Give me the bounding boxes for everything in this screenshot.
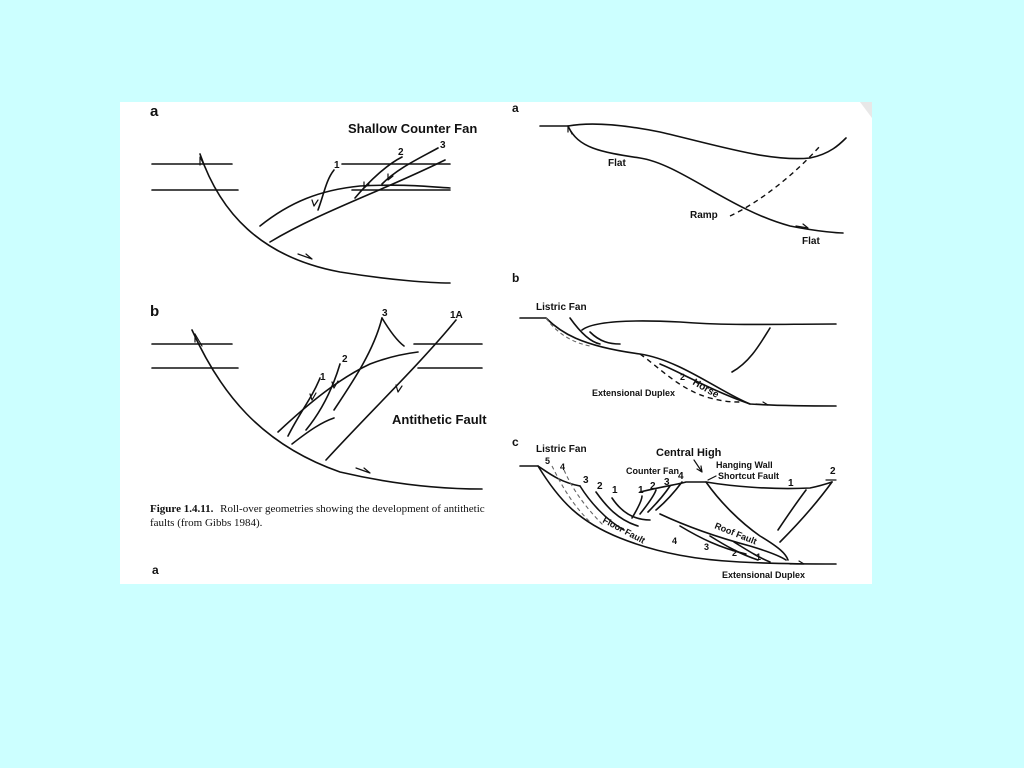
- roof-fault-label: Roof Fault: [713, 520, 759, 547]
- counter-number: 3: [664, 477, 670, 488]
- fan-number: 3: [583, 475, 589, 486]
- fault-tip: [382, 318, 404, 346]
- shortcut-fault-label: Shortcut Fault: [718, 471, 779, 481]
- antithetic-fault: [270, 160, 445, 242]
- fault-number: 2: [342, 354, 348, 365]
- counter-fault: [632, 496, 642, 518]
- slip-arrow: [396, 385, 402, 392]
- figure-sheet: [120, 102, 872, 584]
- fault-number: 3: [440, 140, 446, 151]
- extensional-duplex-label: Extensional Duplex: [722, 570, 806, 580]
- slip-arrow: [756, 402, 768, 405]
- floor-fault-label: Floor Fault: [601, 514, 647, 546]
- footer-letter: a: [152, 563, 159, 577]
- horse-label: Horse: [690, 377, 721, 401]
- antithetic-fault-2: [355, 157, 402, 198]
- roof-fault: [660, 514, 786, 560]
- left-panel-a: [150, 103, 477, 283]
- listric-fault: [200, 154, 450, 283]
- antithetic-fault-1a: [326, 320, 456, 460]
- duplex-number: 1: [756, 552, 762, 562]
- right-number: 1: [788, 478, 794, 489]
- page-corner: [860, 102, 872, 118]
- left-a-letter: a: [150, 103, 159, 120]
- caption-line-2: faults (from Gibbs 1984).: [150, 517, 263, 529]
- extensional-duplex-label: Extensional Duplex: [592, 388, 676, 398]
- fault-number: 2: [398, 147, 404, 158]
- hanging-wall-label: Hanging Wall: [716, 460, 773, 470]
- arrow: [708, 476, 716, 480]
- slip-arrow: [568, 126, 572, 134]
- arrow: [694, 460, 702, 472]
- fan-number: 4: [560, 462, 566, 472]
- fault: [778, 490, 806, 530]
- slip-arrow: [790, 561, 804, 564]
- listric-fan-label: Listric Fan: [536, 302, 587, 313]
- hanging-wall-top: [582, 321, 836, 330]
- counter-number: 1: [638, 485, 644, 496]
- fan-number: 1: [612, 485, 618, 496]
- antithetic-fault-label: Antithetic Fault: [392, 412, 487, 427]
- horse-number: 2: [680, 372, 686, 382]
- duplex-number: 4: [672, 536, 678, 546]
- right-b-letter: b: [512, 271, 520, 285]
- fan-fault: [570, 318, 600, 344]
- rollover-bed: [260, 185, 450, 226]
- main-fault: [520, 318, 836, 406]
- counter-number: 4: [678, 471, 684, 482]
- fault-number: 3: [382, 308, 388, 319]
- listric-fault: [192, 330, 482, 489]
- right-c-letter: c: [512, 435, 519, 449]
- counter-fan-label: Counter Fan: [626, 466, 679, 476]
- fault-number: 1A: [450, 310, 463, 321]
- fault-number: 1: [320, 372, 326, 383]
- slip-arrow: [298, 254, 312, 259]
- slip-arrow: [200, 157, 206, 169]
- figure-caption: [150, 503, 485, 577]
- flat-label: Flat: [802, 236, 820, 247]
- left-panel-b: [150, 303, 487, 489]
- figure-drawing: [120, 102, 872, 584]
- slip-arrow: [356, 468, 370, 473]
- fan-number: 5: [545, 456, 551, 466]
- listric-fan-label: Listric Fan: [536, 444, 587, 455]
- left-b-letter: b: [150, 303, 160, 320]
- right-panel-a: [512, 102, 846, 247]
- right-number: 2: [830, 466, 836, 477]
- shallow-counter-fan-title: Shallow Counter Fan: [348, 121, 478, 136]
- counter-number: 2: [650, 481, 656, 492]
- ramp-label: Ramp: [690, 210, 718, 221]
- right-a-letter: a: [512, 102, 519, 115]
- right-panel-b: [512, 271, 836, 406]
- caption-line-1: Figure 1.4.11. Roll-over geometries showing the development of antithetic: [150, 503, 485, 515]
- central-high-label: Central High: [656, 447, 722, 459]
- counter-fault: [732, 328, 770, 372]
- slip-arrow: [312, 200, 318, 206]
- flat-label: Flat: [608, 158, 626, 169]
- fan-number: 2: [597, 481, 603, 492]
- duplex-number: 3: [704, 542, 710, 552]
- fault-number: 1: [334, 160, 340, 171]
- right-panel-c: [512, 435, 836, 580]
- duplex-number: 2: [732, 548, 738, 558]
